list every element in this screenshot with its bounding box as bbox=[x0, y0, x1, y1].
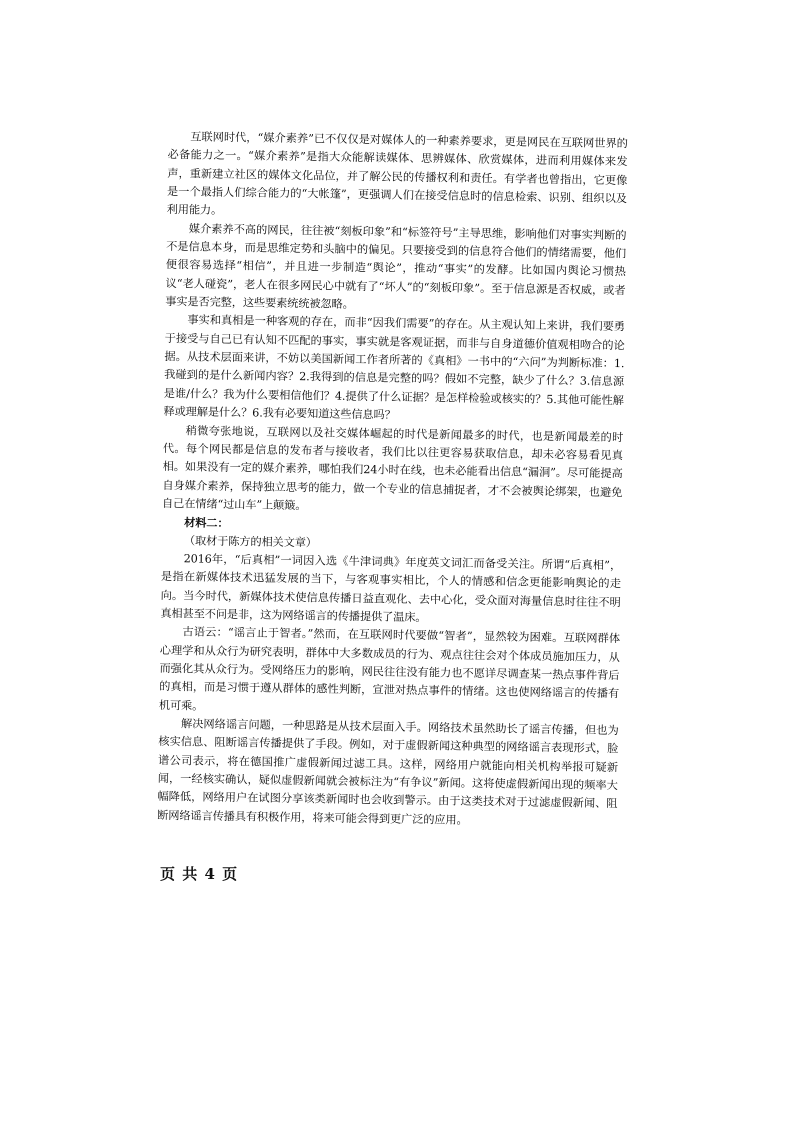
material-one-paragraph: 互联网时代，“媒介素养”已不仅仅是对媒体人的一种素养要求，更是网民在互联网世界的必备能力之一。“媒介素养”是指大众能解读媒体、思辨媒体、欣赏媒体，进而利用媒体来发声，重新建立社区的媒体文化品位，并了解公民的传播权利和责任。有学者也曾指出，它更像是一个最指人们综合能力的“大帐篷”，更强调人们在接受信息时的信息检索、识别、组织以及利用能力。 bbox=[166, 130, 628, 218]
material-one-paragraph: 媒介素养不高的网民，往往被“刻板印象”和“标签符号”主导思维，影响他们对事实判断的不是信息本身，而是思维定势和头脑中的偏见。只要接受到的信息符合他们的情绪需要，他们便很容易选择“相信”，并且进一步制造“舆论”，推动“事实”的发酵。比如国内舆论习惯热议“老人碰瓷”，老人在很多网民心中就有了“坏人”的“刻板印象”。至于信息源是否权威，或者事实是否完整，这些要素统统被忽略。 bbox=[165, 222, 627, 312]
material-two-label: 材料二： bbox=[184, 515, 229, 531]
material-one-paragraph: 稍微夸张地说，互联网以及社交媒体崛起的时代是新闻最多的时代，也是新闻最差的时代。每个网民都是信息的发布者与接收者，我们比以往更容易获取信息，却未必容易看见真相。如果没有一定的媒介素养，哪怕我们24小时在线，也未必能看出信息“漏洞”。尽可能提高自身媒介素养，保持独立思考的能力，做一个专业的信息捕捉者，才不会被舆论绑架，也避免自己在情绪“过山车”上颠簸。 bbox=[162, 423, 624, 513]
material-one-source: （取材于陈方的相关文章） bbox=[183, 533, 318, 549]
material-two-paragraph: 2016年，“后真相”一词因入选《牛津词典》年度英文词汇而备受关注。所谓“后真相”，是指在新媒体技术迅猛发展的当下，与客观事实相比，个人的情感和信念更能影响舆论的走向。当今时代，新媒体技术使信息传播日益直观化、去中心化，受众面对海量信息时往往不明真相甚至不问是非，这为网络谣言的传播提供了温床。 bbox=[160, 552, 622, 625]
page-footer: 页 共 4 页 bbox=[160, 865, 239, 883]
material-one-paragraph: 事实和真相是一种客观的存在，而非“因我们需要”的存在。从主观认知上来讲，我们要勇于接受与自己已有认知不匹配的事实，事实就是客观证据，而非与自身道德价值观相吻合的论据。从技术层面来讲，不妨以美国新闻工作者所著的《真相》一书中的“六问”为判断标准：1.我碰到的是什么新闻内容？2.我得到的信息是完整的吗？假如不完整，缺少了什么？3.信息源是谁/什么？我为什么要相信他们？4.提供了什么证据？是怎样检验或核实的？5.其他可能性解释或理解是什么？6.我有必要知道这些信息吗？ bbox=[163, 313, 626, 422]
scanned-text-block bbox=[157, 128, 628, 832]
material-two-paragraph: 古语云：“谣言止于智者。”然而，在互联网时代要做“智者”，显然较为困难。互联网群体心理学和从众行为研究表明，群体中大多数成员的行为、观点往往会对个体成员施加压力，从而强化其从众行为。受网络压力的影响，网民往往没有能力也不愿详尽调查某一热点事件背后的真相，而是习惯于遵从群体的感性判断，宣泄对热点事件的情绪。这也使网络谣言的传播有机可乘。 bbox=[158, 625, 621, 713]
material-two-paragraph: 解决网络谣言问题，一种思路是从技术层面入手。网络技术虽然助长了谣言传播，但也为核实信息、阻断谣言传播提供了手段。例如，对于虚假新闻这种典型的网络谣言表现形式，脸谱公司表示，将在德国推广虚假新闻过滤工具。这样，网络用户就能向相关机构举报可疑新闻，一经核实确认，疑似虚假新闻就会被标注为“有争议”新闻。这将使虚假新闻出现的频率大幅降低，网络用户在试图分享该类新闻时也会收到警示。由于这类技术对于过滤虚假新闻、阻断网络谣言传播具有积极作用，将来可能会得到更广泛的应用。 bbox=[157, 717, 619, 827]
